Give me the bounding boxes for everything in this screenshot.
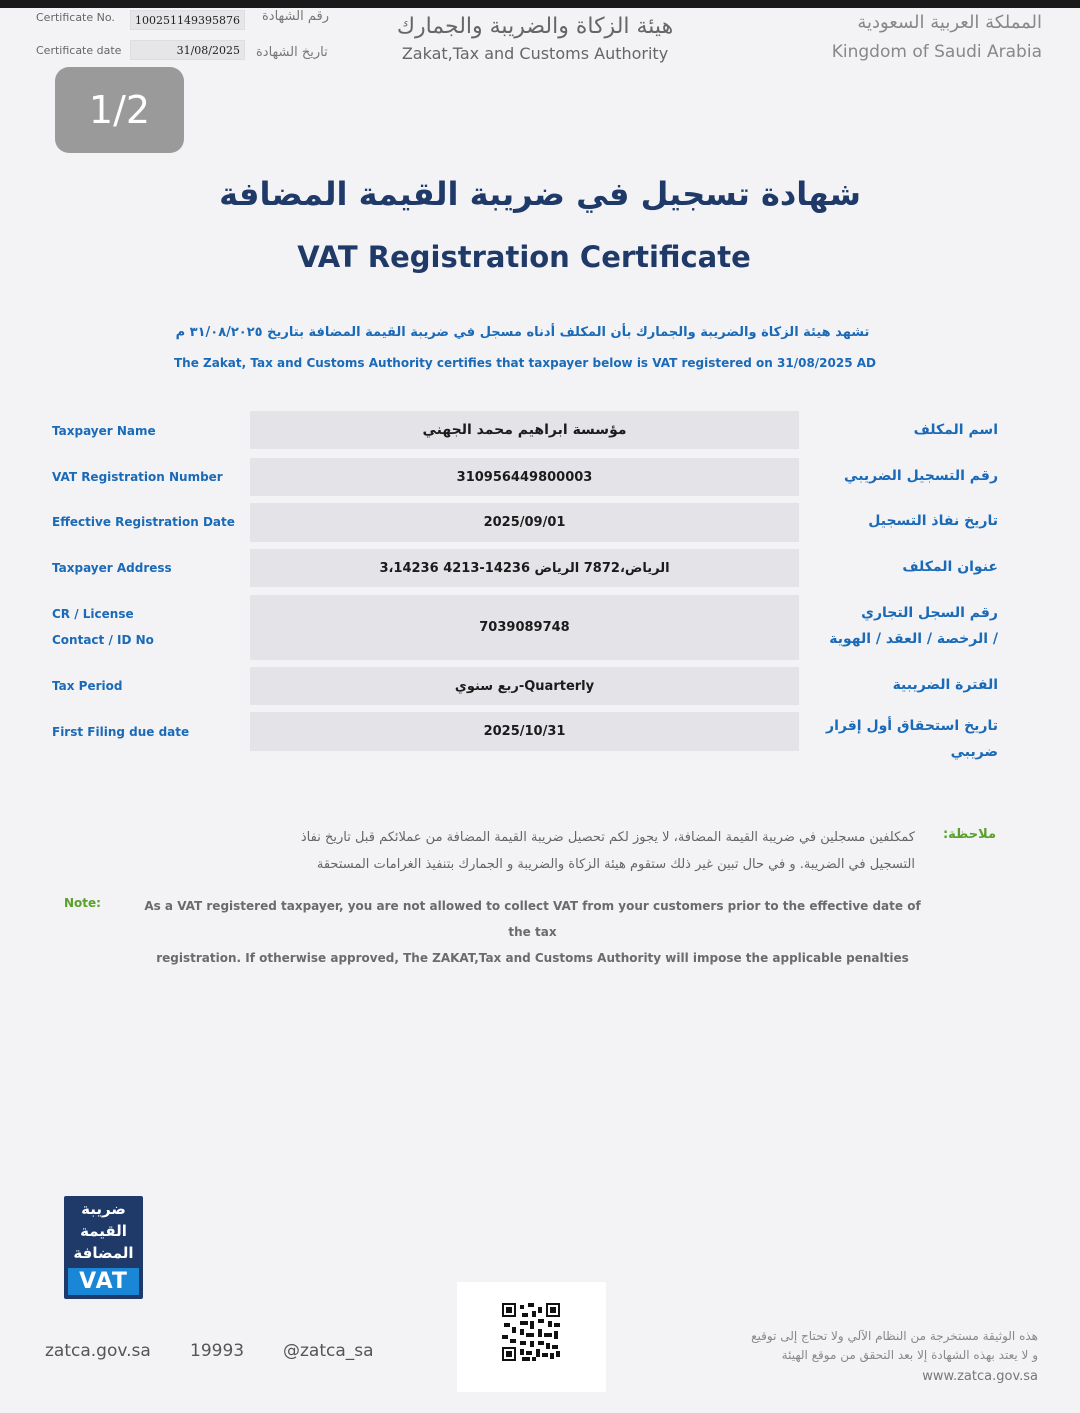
vat-logo-text-ar — [64, 1198, 143, 1264]
contact-id-label-ar: / الرخصة / العقد / الهوية — [829, 631, 998, 647]
authority-name-en: Zakat,Tax and Customs Authority — [401, 44, 669, 63]
first-filing-label-ar-2: ضريبي — [950, 744, 998, 760]
effective-date-value: 2025/09/01 — [250, 503, 799, 542]
certificate-date-value: 31/08/2025 — [130, 40, 245, 60]
contact-id-label: Contact / ID No — [52, 633, 154, 647]
taxpayer-name-label-ar: اسم المكلف — [913, 422, 998, 438]
certificate-page — [0, 8, 1080, 1413]
top-bar — [0, 0, 1080, 8]
vat-number-label-ar: رقم التسجيل الضريبي — [844, 468, 998, 484]
cr-license-value: 7039089748 — [250, 595, 799, 660]
note-text-ar-line2: التسجيل في الضريبة. و في حال تبين غير ذلك ستقوم هيئة الزكاة والضريبة و الجمارك بتنفيذ الغرامات المستحقة — [316, 857, 915, 872]
country-name-ar: المملكة العربية السعودية — [857, 12, 1042, 33]
certification-statement-ar: تشهد هيئة الزكاة والضريبة والجمارك بأن المكلف أدناه مسجل في ضريبة القيمة المضافة بتاريخ ٣١/٠٨/٢٠٢٥ م — [175, 325, 870, 340]
footer-phone: 19993 — [190, 1341, 245, 1361]
taxpayer-address-label: Taxpayer Address — [52, 561, 172, 575]
taxpayer-address-value: الرياض،7872 الرياض 14236-4213 3،14236 — [250, 549, 799, 587]
tax-period-label: Tax Period — [52, 679, 123, 693]
vat-logo-ar-line3: المضافة — [73, 1244, 134, 1262]
vat-logo-ar-line1: ضريبة — [81, 1200, 126, 1218]
tax-period-label-ar: الفترة الضريبية — [892, 677, 998, 693]
country-name-en: Kingdom of Saudi Arabia — [831, 42, 1042, 62]
footer-disclaimer-line2: و لا يعتد بهذه الشهادة إلا بعد التحقق من موقع الهيئة — [781, 1348, 1038, 1362]
note-label-ar: ملاحظة: — [942, 827, 996, 842]
vat-logo — [64, 1196, 143, 1299]
taxpayer-name-label: Taxpayer Name — [52, 424, 156, 438]
note-text-en-line1: As a VAT registered taxpayer, you are not allowed to collect VAT from your customers prior to the effective date of the tax — [144, 899, 921, 939]
authority-name-ar: هيئة الزكاة والضريبة والجمارك — [396, 14, 674, 39]
cr-license-label: CR / License — [52, 607, 134, 621]
page-title-en: VAT Registration Certificate — [297, 240, 751, 274]
page-title-ar: شهادة تسجيل في ضريبة القيمة المضافة — [219, 175, 861, 213]
first-filing-label: First Filing due date — [52, 725, 190, 739]
note-text-ar-line1: كمكلفين مسجلين في ضريبة القيمة المضافة، لا يجوز لكم تحصيل ضريبة القيمة المضافة من عملائكم قبل تاريخ نفاذ — [300, 830, 915, 845]
page-indicator: 1/2 — [55, 67, 184, 153]
certificate-no-label-ar: رقم الشهادة — [262, 9, 329, 24]
effective-date-label-ar: تاريخ نفاذ التسجيل — [868, 513, 998, 529]
certification-statement-en: The Zakat, Tax and Customs Authority certifies that taxpayer below is VAT registered on 31/08/2025 AD — [173, 356, 877, 370]
certificate-date-label-ar: تاريخ الشهادة — [256, 45, 328, 60]
vat-logo-text-en: VAT — [68, 1268, 139, 1295]
note-label-en: Note: — [64, 896, 101, 910]
cr-license-label-ar: رقم السجل التجاري — [861, 605, 998, 621]
footer-website[interactable]: zatca.gov.sa — [45, 1341, 151, 1361]
qr-code-icon[interactable] — [502, 1303, 560, 1361]
certificate-date-label: Certificate date — [36, 44, 122, 57]
note-text-ar — [170, 824, 915, 878]
tax-period-value: Quarterly-ربع سنوي — [250, 667, 799, 705]
certificate-no-label: Certificate No. — [36, 11, 115, 24]
note-text-en — [140, 893, 925, 971]
footer-disclaimer-line1: هذه الوثيقة مستخرجة من النظام الآلي ولا تحتاج إلى توقيع — [751, 1329, 1038, 1343]
first-filing-value: 2025/10/31 — [250, 712, 799, 751]
qr-code-panel — [457, 1282, 606, 1392]
footer-disclaimer — [751, 1327, 1038, 1365]
footer-social-handle: @zatca_sa — [283, 1341, 374, 1361]
certificate-no-value: 100251149395876 — [130, 10, 245, 30]
vat-logo-ar-line2: القيمة — [80, 1222, 127, 1240]
note-text-en-line2: registration. If otherwise approved, The ZAKAT,Tax and Customs Authority will impose the applicable penalties — [156, 951, 909, 965]
vat-number-value: 310956449800003 — [250, 458, 799, 496]
vat-number-label: VAT Registration Number — [52, 470, 223, 484]
taxpayer-name-value: مؤسسة ابراهيم محمد الجهني — [250, 411, 799, 449]
first-filing-label-ar: تاريخ استحقاق أول إقرار — [826, 718, 998, 734]
effective-date-label: Effective Registration Date — [52, 515, 235, 529]
footer-url[interactable]: www.zatca.gov.sa — [922, 1369, 1038, 1384]
taxpayer-address-label-ar: عنوان المكلف — [902, 559, 998, 575]
